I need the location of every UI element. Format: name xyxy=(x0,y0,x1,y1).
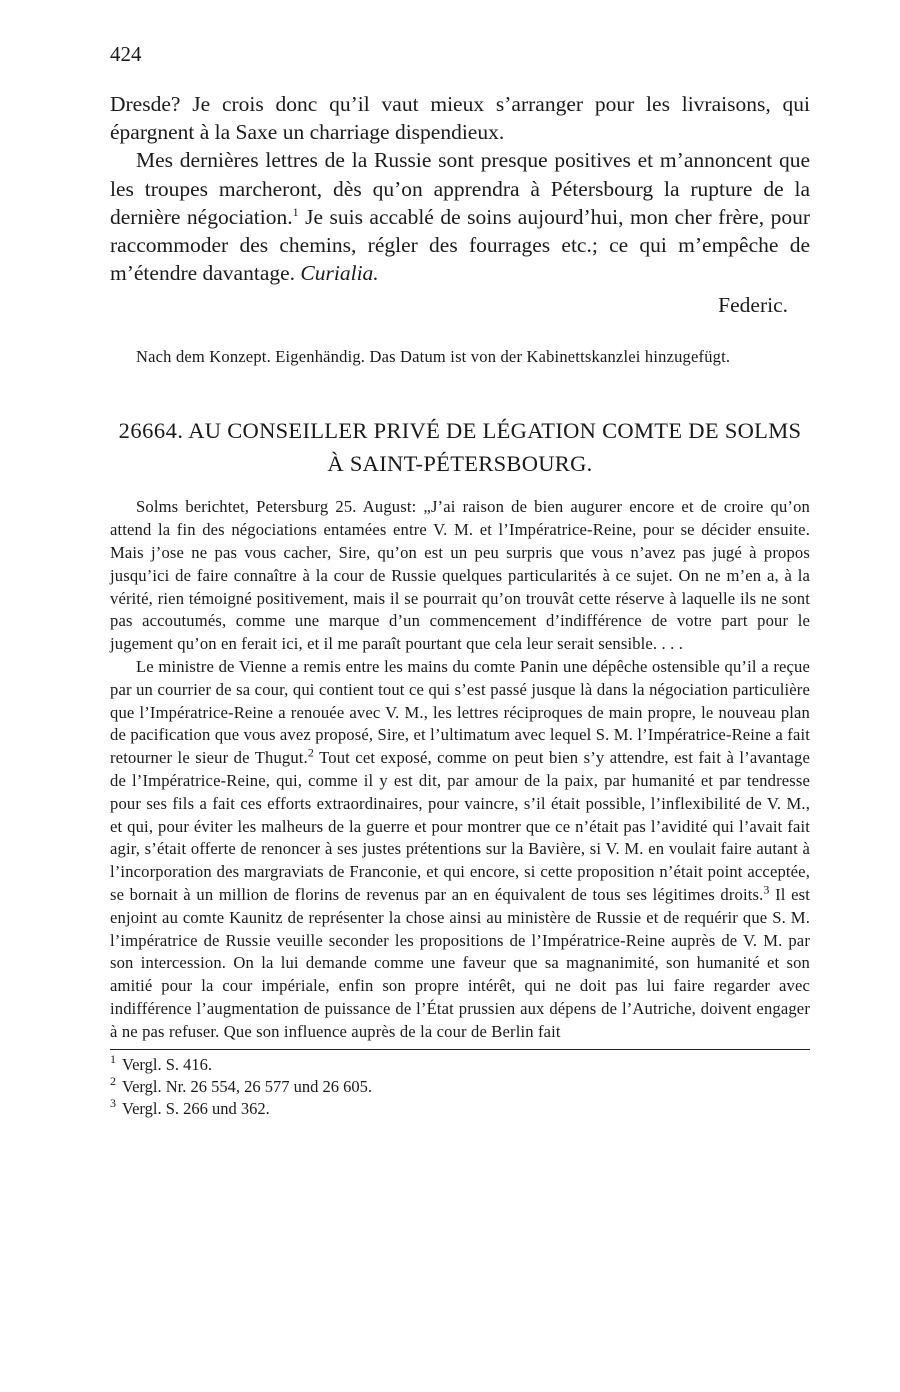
footnote-2-text: Vergl. Nr. 26 554, 26 577 und 26 605. xyxy=(122,1076,372,1096)
footnotes xyxy=(110,1054,810,1120)
footnote-3-text: Vergl. S. 266 und 362. xyxy=(122,1098,270,1118)
letter-paragraph-1: Dresde? Je crois donc qu’il vaut mieux s’arranger pour les livraisons, qui épargnent à la Saxe un charriage dispendieux. xyxy=(110,92,810,145)
letter-paragraph-2-text-b: Je suis accablé de soins aujourd’hui, mon cher frère, pour raccommoder des chemins, régler des fourrages etc.; ce qui m’empêche de m’étendre davantage. xyxy=(110,204,810,286)
footnote-1-mark: 1 xyxy=(110,1052,116,1067)
document-title: AU CONSEILLER PRIVÉ DE LÉGATION COMTE DE SOLMS À SAINT-PÉTERSBOURG. xyxy=(188,418,802,477)
book-page xyxy=(110,40,810,1120)
editorial-note: Nach dem Konzept. Eigenhändig. Das Datum ist von der Kabinettskanzlei hinzugefügt. xyxy=(136,347,731,367)
report-paragraph-2-text-c: Il est enjoint au comte Kaunitz de représenter la chose ainsi au ministère de Russie et de requérir que S. M. l’impératrice de Russie veuille seconder les propositions de l’Impératrice-Reine auprès de V. M. par son intercession. On la lui demande comme une faveur que sa magnanimité, son humanité et son amitié pour la cour impériale, enfin son propre intérêt, qui ne doit pas lui faire regarder avec indifférence l’augmentation de puissance de l’État prussien aux dépens de l’Autriche, doivent engager à ne pas refuser. Que son influence auprès de la cour de Berlin fait xyxy=(110,884,810,1041)
report-paragraph-1: Solms berichtet, Petersburg 25. August: „J’ai raison de bien augurer encore et de croire qu’on attend la fin des négociations entamées entre V. M. et l’Impératrice-Reine, pour se décider ensuite. Mais j’ose ne pas vous cacher, Sire, qu’on est un peu surpris que vous n’avez pas jugé à propos jusqu’ici de faire connaître à la cour de Russie quelques particularités à ce sujet. On ne m’en a, à la vérité, rien témoigné positivement, mais il se pourrait qu’on trouvât cette réserve à laquelle ils ne sont pas accoutumés, comme une marque d’un commencement d’indifférence de votre part pour le jugement qu’on en ferait ici, et il me paraît pourtant que cela leur serait sensible. . . . xyxy=(110,497,810,654)
letter-signature: Federic. xyxy=(718,293,788,318)
report-paragraph-2-text-b: Tout cet exposé, comme on peut bien s’y attendre, est fait à l’avantage de l’Impératrice-Reine, qui, comme il y est dit, par amour de la paix, par humanité et par tendresse pour ses fils a fait ces efforts extraordinaires, pour vaincre, s’il était possible, l’inflexibilité de V. M., et qui, pour éviter les malheurs de la guerre et pour montrer que ce n’était pas l’avidité qui l’avait fait agir, s’était offerte de renoncer à ses justes prétentions sur la Bavière, si V. M. en voulait faire autant à l’incorporation des margraviats de Franconie, et qui encore, si cette proposition n’était point acceptée, se bornait à un million de florins de revenus par an en équivalent de tous ses légitimes droits. xyxy=(110,748,811,904)
letter-closing: Curialia. xyxy=(300,261,379,286)
footnote-reference-3: 3 xyxy=(763,882,770,897)
report-paragraph-2-text-a: Le ministre de Vienne a remis entre les mains du comte Panin une dépêche ostensible qu’il a reçue par un courrier de sa cour, qui contient tout ce qui s’est passé jusque là dans la négociation particulière que l’Impératrice-Reine a renouée avec V. M., les lettres réciproques de main propre, le nouveau plan de pacification que vous avez proposé, Sire, et l’ultimatum avec lequel S. M. l’Impératrice-Reine a fait retourner le sieur de Thugut. xyxy=(110,657,810,768)
footnote-2 xyxy=(110,1076,810,1098)
footnote-reference-2: 2 xyxy=(307,745,315,760)
footnote-2-mark: 2 xyxy=(110,1074,116,1089)
document-number: 26664. xyxy=(118,418,184,444)
footnote-3 xyxy=(110,1098,810,1120)
footnote-1-text: Vergl. S. 416. xyxy=(122,1054,212,1074)
document-heading xyxy=(110,414,810,480)
report-paragraph-2 xyxy=(110,656,810,1044)
page-number: 424 xyxy=(110,42,142,66)
letter-paragraph-2 xyxy=(110,146,810,287)
footnote-1 xyxy=(110,1054,810,1076)
footnote-reference-1: 1 xyxy=(292,204,299,219)
footnote-divider xyxy=(110,1049,810,1050)
footnote-3-mark: 3 xyxy=(110,1096,116,1111)
letter-paragraph-2-text-a: Mes dernières lettres de la Russie sont presque positives et m’annoncent que les troupes marcheront, dès qu’on apprendra à Pétersbourg la rupture de la dernière négociation. xyxy=(110,148,810,229)
